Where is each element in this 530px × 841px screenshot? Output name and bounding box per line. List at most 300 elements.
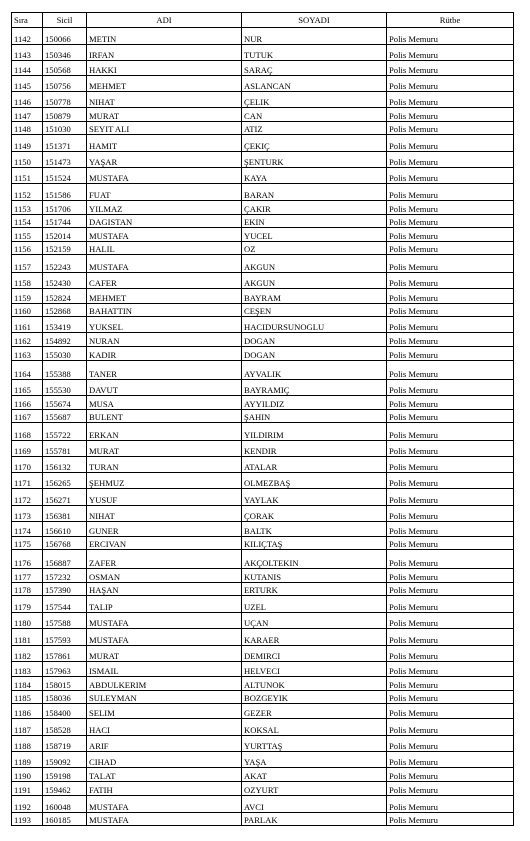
cell-sira: 1164 [12, 361, 43, 380]
cell-sira: 1165 [12, 380, 43, 396]
cell-sicil: 152014 [43, 228, 87, 242]
cell-adi: HAŞAN [87, 583, 242, 596]
cell-sicil: 158400 [43, 704, 87, 719]
cell-sicil: 151030 [43, 122, 87, 135]
cell-soyadi: DOGAN [242, 333, 387, 347]
cell-rutbe: Polis Memuru [387, 796, 514, 813]
cell-soyadi: ALTUNOK [242, 677, 387, 691]
cell-sicil: 156265 [43, 473, 87, 489]
cell-sicil: 150879 [43, 108, 87, 122]
cell-rutbe: Polis Memuru [387, 782, 514, 796]
cell-sicil: 157390 [43, 583, 87, 596]
table-row [12, 215, 514, 228]
cell-sicil: 159198 [43, 768, 87, 782]
table-row [12, 423, 514, 441]
cell-soyadi: KENDIR [242, 441, 387, 457]
cell-rutbe: Polis Memuru [387, 473, 514, 489]
cell-rutbe: Polis Memuru [387, 550, 514, 569]
cell-rutbe: Polis Memuru [387, 215, 514, 228]
cell-sira: 1186 [12, 704, 43, 719]
cell-sira: 1163 [12, 347, 43, 361]
cell-rutbe: Polis Memuru [387, 583, 514, 596]
cell-sicil: 157963 [43, 662, 87, 677]
table-row [12, 168, 514, 184]
table-row [12, 613, 514, 629]
cell-adi: YILMAZ [87, 201, 242, 215]
cell-soyadi: YILDIRIM [242, 423, 387, 441]
cell-soyadi: ŞAHIN [242, 410, 387, 423]
cell-sira: 1185 [12, 691, 43, 704]
cell-sicil: 157593 [43, 629, 87, 646]
cell-soyadi: EKIN [242, 215, 387, 228]
cell-soyadi: ATIZ [242, 122, 387, 135]
cell-soyadi: TUTUK [242, 45, 387, 61]
cell-sira: 1170 [12, 457, 43, 473]
table-row [12, 629, 514, 646]
table-row [12, 273, 514, 289]
cell-soyadi: AYVALIK [242, 361, 387, 380]
cell-sicil: 151524 [43, 168, 87, 184]
cell-soyadi: KOKSAL [242, 719, 387, 736]
cell-adi: ERCIVAN [87, 537, 242, 550]
header-sicil: Sicil [43, 13, 87, 28]
cell-rutbe: Polis Memuru [387, 691, 514, 704]
cell-soyadi: AKÇOLTEKIN [242, 550, 387, 569]
cell-sira: 1145 [12, 76, 43, 92]
cell-sira: 1183 [12, 662, 43, 677]
cell-adi: SULEYMAN [87, 691, 242, 704]
cell-soyadi: SARAÇ [242, 61, 387, 76]
table-row [12, 506, 514, 522]
table-row [12, 457, 514, 473]
cell-sicil: 154892 [43, 333, 87, 347]
cell-sicil: 155781 [43, 441, 87, 457]
cell-sicil: 155687 [43, 410, 87, 423]
cell-soyadi: KARAER [242, 629, 387, 646]
cell-soyadi: ATALAR [242, 457, 387, 473]
cell-adi: CAFER [87, 273, 242, 289]
cell-rutbe: Polis Memuru [387, 92, 514, 108]
table-row [12, 691, 514, 704]
cell-rutbe: Polis Memuru [387, 122, 514, 135]
cell-soyadi: ÇEKIÇ [242, 135, 387, 152]
cell-sicil: 156610 [43, 522, 87, 537]
cell-adi: HALIL [87, 242, 242, 255]
cell-sira: 1189 [12, 752, 43, 768]
cell-sira: 1181 [12, 629, 43, 646]
table-row [12, 537, 514, 550]
cell-adi: MUSTAFA [87, 613, 242, 629]
cell-sira: 1146 [12, 92, 43, 108]
header-soyadi: SOYADI [242, 13, 387, 28]
cell-sicil: 150756 [43, 76, 87, 92]
cell-rutbe: Polis Memuru [387, 361, 514, 380]
cell-adi: DAVUT [87, 380, 242, 396]
cell-sira: 1152 [12, 184, 43, 201]
cell-rutbe: Polis Memuru [387, 704, 514, 719]
cell-soyadi: BAYRAM [242, 289, 387, 304]
cell-sira: 1143 [12, 45, 43, 61]
table-row [12, 380, 514, 396]
cell-adi: YUSUF [87, 489, 242, 506]
table-row [12, 662, 514, 677]
cell-sicil: 150568 [43, 61, 87, 76]
cell-soyadi: GEZER [242, 704, 387, 719]
cell-sicil: 156381 [43, 506, 87, 522]
cell-adi: FUAT [87, 184, 242, 201]
cell-adi: ERKAN [87, 423, 242, 441]
cell-sicil: 158528 [43, 719, 87, 736]
cell-adi: MURAT [87, 108, 242, 122]
cell-adi: ISMAIL [87, 662, 242, 677]
cell-adi: NIHAT [87, 92, 242, 108]
cell-soyadi: AKGUN [242, 255, 387, 273]
cell-adi: TALAT [87, 768, 242, 782]
cell-sicil: 155674 [43, 396, 87, 410]
table-row [12, 441, 514, 457]
cell-rutbe: Polis Memuru [387, 506, 514, 522]
cell-rutbe: Polis Memuru [387, 201, 514, 215]
cell-sicil: 151706 [43, 201, 87, 215]
table-body [12, 28, 514, 826]
cell-soyadi: ERTURK [242, 583, 387, 596]
cell-soyadi: BOZGEYIK [242, 691, 387, 704]
table-row [12, 813, 514, 826]
cell-soyadi: ASLANCAN [242, 76, 387, 92]
cell-sira: 1149 [12, 135, 43, 152]
table-row [12, 768, 514, 782]
cell-rutbe: Polis Memuru [387, 613, 514, 629]
cell-adi: NURAN [87, 333, 242, 347]
table-row [12, 333, 514, 347]
cell-sira: 1188 [12, 736, 43, 752]
cell-sicil: 155722 [43, 423, 87, 441]
header-rutbe: Rütbe [387, 13, 514, 28]
cell-rutbe: Polis Memuru [387, 61, 514, 76]
cell-rutbe: Polis Memuru [387, 135, 514, 152]
cell-soyadi: YAŞA [242, 752, 387, 768]
cell-sira: 1177 [12, 569, 43, 583]
cell-rutbe: Polis Memuru [387, 646, 514, 662]
cell-sicil: 150778 [43, 92, 87, 108]
table-row [12, 410, 514, 423]
cell-soyadi: CAN [242, 108, 387, 122]
cell-adi: MUSTAFA [87, 228, 242, 242]
cell-sira: 1148 [12, 122, 43, 135]
cell-adi: ARIF [87, 736, 242, 752]
cell-sira: 1175 [12, 537, 43, 550]
table-row [12, 228, 514, 242]
cell-sicil: 157588 [43, 613, 87, 629]
table-row [12, 489, 514, 506]
table-row [12, 289, 514, 304]
cell-soyadi: AYYILDIZ [242, 396, 387, 410]
cell-sira: 1147 [12, 108, 43, 122]
cell-rutbe: Polis Memuru [387, 719, 514, 736]
cell-adi: ŞEHMUZ [87, 473, 242, 489]
cell-adi: MUSTAFA [87, 796, 242, 813]
cell-sicil: 160185 [43, 813, 87, 826]
cell-sicil: 150066 [43, 28, 87, 45]
cell-adi: ZAFER [87, 550, 242, 569]
table-row [12, 201, 514, 215]
cell-adi: MUSTAFA [87, 168, 242, 184]
header-row [12, 13, 514, 28]
table-row [12, 255, 514, 273]
cell-sira: 1172 [12, 489, 43, 506]
cell-sira: 1191 [12, 782, 43, 796]
cell-adi: IRFAN [87, 45, 242, 61]
cell-sicil: 156887 [43, 550, 87, 569]
cell-sicil: 150346 [43, 45, 87, 61]
cell-sira: 1158 [12, 273, 43, 289]
cell-sira: 1154 [12, 215, 43, 228]
cell-adi: DAGISTAN [87, 215, 242, 228]
table-row [12, 522, 514, 537]
cell-soyadi: YUCEL [242, 228, 387, 242]
table-row [12, 473, 514, 489]
table-row [12, 242, 514, 255]
cell-rutbe: Polis Memuru [387, 108, 514, 122]
cell-soyadi: OZ [242, 242, 387, 255]
cell-rutbe: Polis Memuru [387, 569, 514, 583]
cell-adi: MUSTAFA [87, 629, 242, 646]
cell-soyadi: AVCI [242, 796, 387, 813]
cell-rutbe: Polis Memuru [387, 380, 514, 396]
cell-sira: 1167 [12, 410, 43, 423]
cell-rutbe: Polis Memuru [387, 677, 514, 691]
cell-sira: 1144 [12, 61, 43, 76]
table-row [12, 677, 514, 691]
cell-adi: CIHAD [87, 752, 242, 768]
cell-adi: HACI [87, 719, 242, 736]
cell-rutbe: Polis Memuru [387, 317, 514, 333]
cell-adi: HAMIT [87, 135, 242, 152]
table-row [12, 92, 514, 108]
cell-soyadi: BALTK [242, 522, 387, 537]
cell-soyadi: DEMIRCI [242, 646, 387, 662]
cell-sira: 1161 [12, 317, 43, 333]
cell-sira: 1156 [12, 242, 43, 255]
cell-sira: 1166 [12, 396, 43, 410]
cell-rutbe: Polis Memuru [387, 522, 514, 537]
cell-adi: TANER [87, 361, 242, 380]
cell-sicil: 156132 [43, 457, 87, 473]
table-row [12, 122, 514, 135]
table-row [12, 719, 514, 736]
table-row [12, 135, 514, 152]
cell-soyadi: AKAT [242, 768, 387, 782]
cell-sicil: 152824 [43, 289, 87, 304]
cell-sira: 1180 [12, 613, 43, 629]
table-row [12, 76, 514, 92]
cell-sicil: 151473 [43, 152, 87, 168]
cell-adi: KADIR [87, 347, 242, 361]
cell-sicil: 155388 [43, 361, 87, 380]
cell-sira: 1192 [12, 796, 43, 813]
cell-rutbe: Polis Memuru [387, 410, 514, 423]
cell-adi: BAHATTIN [87, 304, 242, 317]
cell-adi: MEHMET [87, 289, 242, 304]
cell-soyadi: UZEL [242, 596, 387, 613]
cell-adi: MURAT [87, 441, 242, 457]
cell-sicil: 152159 [43, 242, 87, 255]
cell-rutbe: Polis Memuru [387, 273, 514, 289]
cell-sira: 1182 [12, 646, 43, 662]
cell-sicil: 151744 [43, 215, 87, 228]
cell-sira: 1193 [12, 813, 43, 826]
table-row [12, 550, 514, 569]
cell-soyadi: KAYA [242, 168, 387, 184]
cell-sicil: 156271 [43, 489, 87, 506]
cell-soyadi: OLMEZBAŞ [242, 473, 387, 489]
cell-rutbe: Polis Memuru [387, 629, 514, 646]
cell-sicil: 158015 [43, 677, 87, 691]
cell-adi: TALIP [87, 596, 242, 613]
cell-rutbe: Polis Memuru [387, 662, 514, 677]
personnel-table [11, 12, 514, 826]
cell-sicil: 155530 [43, 380, 87, 396]
cell-sira: 1187 [12, 719, 43, 736]
cell-sicil: 156768 [43, 537, 87, 550]
cell-sicil: 159462 [43, 782, 87, 796]
cell-soyadi: ÇELIK [242, 92, 387, 108]
table-row [12, 583, 514, 596]
cell-soyadi: HELVECI [242, 662, 387, 677]
cell-rutbe: Polis Memuru [387, 184, 514, 201]
cell-sicil: 157544 [43, 596, 87, 613]
cell-sicil: 152868 [43, 304, 87, 317]
table-row [12, 304, 514, 317]
cell-soyadi: AKGUN [242, 273, 387, 289]
cell-soyadi: YAYLAK [242, 489, 387, 506]
cell-sira: 1157 [12, 255, 43, 273]
cell-rutbe: Polis Memuru [387, 333, 514, 347]
table-row [12, 736, 514, 752]
table-row [12, 45, 514, 61]
cell-adi: YUKSEL [87, 317, 242, 333]
table-row [12, 752, 514, 768]
cell-adi: MURAT [87, 646, 242, 662]
table-row [12, 184, 514, 201]
cell-sira: 1153 [12, 201, 43, 215]
cell-sira: 1179 [12, 596, 43, 613]
cell-adi: SEYIT ALI [87, 122, 242, 135]
cell-rutbe: Polis Memuru [387, 228, 514, 242]
cell-rutbe: Polis Memuru [387, 76, 514, 92]
cell-adi: SELIM [87, 704, 242, 719]
cell-sicil: 151371 [43, 135, 87, 152]
cell-sira: 1155 [12, 228, 43, 242]
cell-sicil: 157232 [43, 569, 87, 583]
cell-rutbe: Polis Memuru [387, 736, 514, 752]
cell-sira: 1162 [12, 333, 43, 347]
cell-sira: 1171 [12, 473, 43, 489]
cell-sira: 1168 [12, 423, 43, 441]
cell-rutbe: Polis Memuru [387, 289, 514, 304]
table-row [12, 61, 514, 76]
table-row [12, 796, 514, 813]
cell-soyadi: KUTANIS [242, 569, 387, 583]
table-row [12, 108, 514, 122]
cell-sira: 1190 [12, 768, 43, 782]
cell-soyadi: ÇAKIR [242, 201, 387, 215]
cell-rutbe: Polis Memuru [387, 596, 514, 613]
cell-soyadi: PARLAK [242, 813, 387, 826]
cell-sicil: 157861 [43, 646, 87, 662]
cell-rutbe: Polis Memuru [387, 242, 514, 255]
cell-adi: METIN [87, 28, 242, 45]
cell-sira: 1178 [12, 583, 43, 596]
cell-adi: FATIH [87, 782, 242, 796]
cell-soyadi: ÇORAK [242, 506, 387, 522]
cell-soyadi: OZYURT [242, 782, 387, 796]
cell-adi: NIHAT [87, 506, 242, 522]
cell-soyadi: KILIÇTAŞ [242, 537, 387, 550]
table-row [12, 646, 514, 662]
cell-soyadi: BAYRAMIÇ [242, 380, 387, 396]
table-row [12, 396, 514, 410]
cell-sicil: 155030 [43, 347, 87, 361]
header-adi: ADI [87, 13, 242, 28]
cell-sira: 1174 [12, 522, 43, 537]
cell-adi: YAŞAR [87, 152, 242, 168]
cell-sicil: 158719 [43, 736, 87, 752]
header-sira: Sıra [12, 13, 43, 28]
cell-rutbe: Polis Memuru [387, 28, 514, 45]
table-row [12, 782, 514, 796]
table-row [12, 569, 514, 583]
cell-rutbe: Polis Memuru [387, 152, 514, 168]
cell-rutbe: Polis Memuru [387, 45, 514, 61]
table-row [12, 704, 514, 719]
cell-rutbe: Polis Memuru [387, 441, 514, 457]
cell-sicil: 152430 [43, 273, 87, 289]
cell-sicil: 160048 [43, 796, 87, 813]
cell-rutbe: Polis Memuru [387, 768, 514, 782]
cell-sira: 1184 [12, 677, 43, 691]
cell-soyadi: NUR [242, 28, 387, 45]
cell-sira: 1173 [12, 506, 43, 522]
cell-sicil: 152243 [43, 255, 87, 273]
cell-adi: GUNER [87, 522, 242, 537]
cell-adi: ABDULKERIM [87, 677, 242, 691]
cell-rutbe: Polis Memuru [387, 457, 514, 473]
cell-sira: 1151 [12, 168, 43, 184]
cell-rutbe: Polis Memuru [387, 423, 514, 441]
cell-adi: TURAN [87, 457, 242, 473]
cell-rutbe: Polis Memuru [387, 813, 514, 826]
cell-adi: MUSA [87, 396, 242, 410]
cell-sicil: 158036 [43, 691, 87, 704]
table-row [12, 317, 514, 333]
cell-rutbe: Polis Memuru [387, 347, 514, 361]
cell-sicil: 153419 [43, 317, 87, 333]
cell-adi: MEHMET [87, 76, 242, 92]
cell-adi: OSMAN [87, 569, 242, 583]
cell-soyadi: UÇAN [242, 613, 387, 629]
cell-soyadi: CEŞEN [242, 304, 387, 317]
cell-soyadi: ŞENTURK [242, 152, 387, 168]
cell-rutbe: Polis Memuru [387, 396, 514, 410]
cell-soyadi: HACIDURSUNOGLU [242, 317, 387, 333]
cell-sira: 1159 [12, 289, 43, 304]
cell-adi: MUSTAFA [87, 813, 242, 826]
cell-sira: 1160 [12, 304, 43, 317]
cell-adi: HAKKI [87, 61, 242, 76]
cell-sira: 1169 [12, 441, 43, 457]
cell-rutbe: Polis Memuru [387, 489, 514, 506]
